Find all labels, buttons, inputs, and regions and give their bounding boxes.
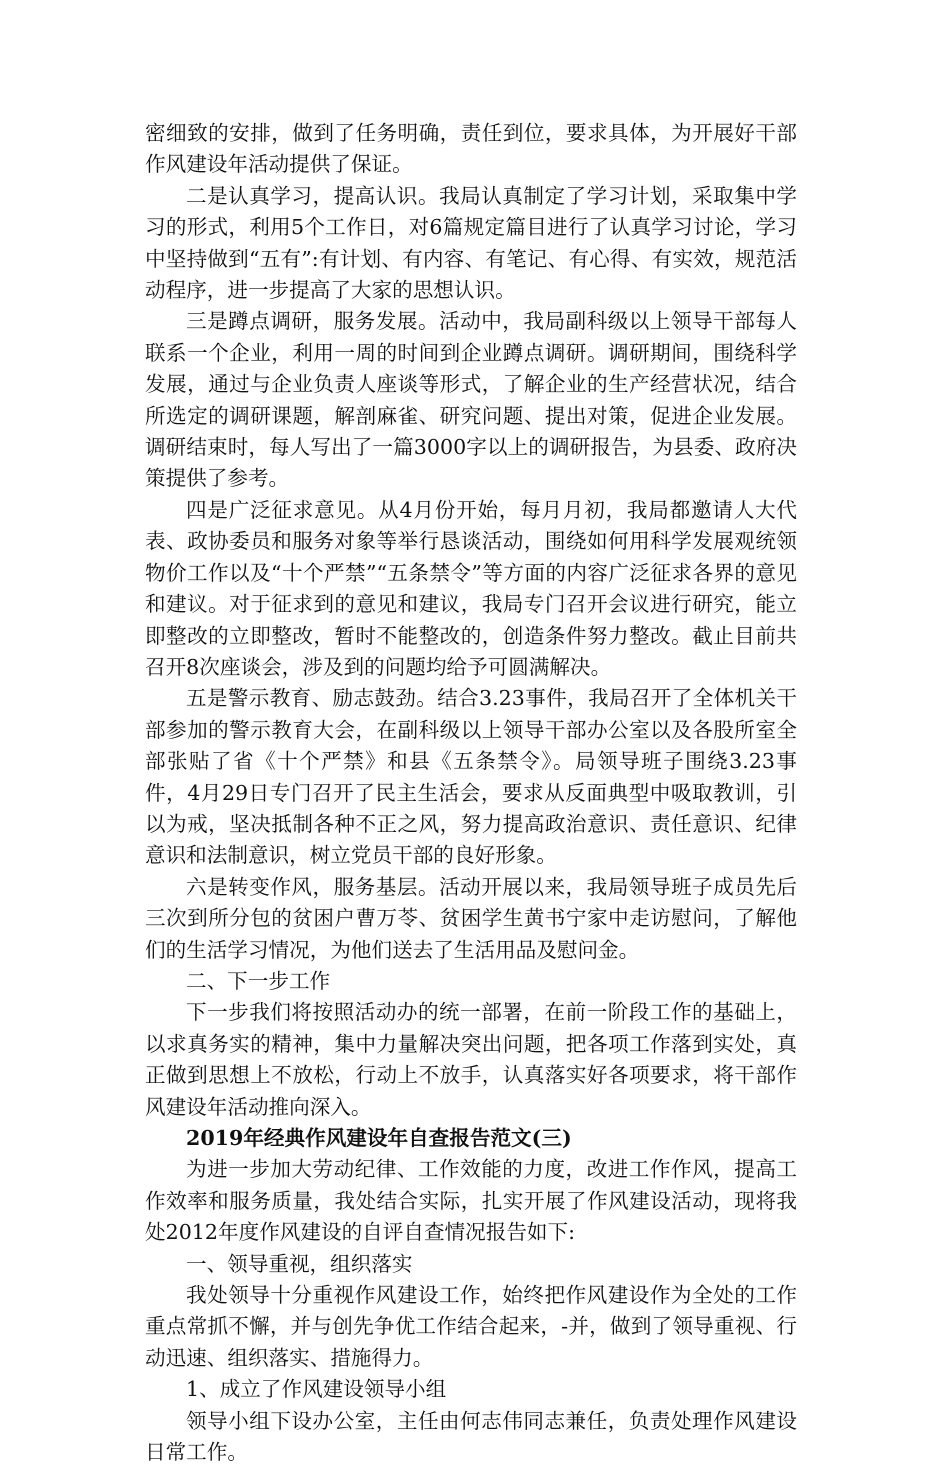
- paragraph-leading-group: 领导小组下设办公室，主任由何志伟同志兼任，负责处理作风建设日常工作。: [145, 1408, 797, 1465]
- subheading-leadership: 一、领导重视，组织落实: [186, 1251, 413, 1276]
- paragraph-serve-grassroots: 六是转变作风，服务基层。活动开展以来，我局领导班子成员先后三次到所分包的贫困户曹万苓、贫困学生黄书宁家中走访慰问，了解他们的生活学习情况，为他们送去了生活用品及慰问金。: [145, 874, 797, 962]
- paragraph-opinions: 四是广泛征求意见。从4月份开始，每月月初，我局都邀请人大代表、政协委员和服务对象等举行恳谈活动，围绕如何用科学发展观统领物价工作以及“十个严禁”“五条禁令”等方面的内容广泛征求各界的意见和建议。对于征求到的意见和建议，我局专门召开会议进行研究，能立即整改的立即整改，暂时不能整改的，创造条件努力整改。截止目前共召开8次座谈会，涉及到的问题均给予可圆满解决。: [145, 497, 797, 679]
- paragraph-research: 三是蹲点调研，服务发展。活动中，我局副科级以上领导干部每人联系一个企业，利用一周的时间到企业蹲点调研。调研期间，围绕科学发展，通过与企业负责人座谈等形式，了解企业的生产经营状况，结合所选定的调研课题，解剖麻雀、研究问题、提出对策，促进企业发展。调研结束时，每人写出了一篇3000字以上的调研报告，为县委、政府决策提供了参考。: [145, 309, 797, 491]
- paragraph-intro: 为进一步加大劳动纪律、工作效能的力度，改进工作作风，提高工作效率和服务质量，我处结合实际，扎实开展了作风建设活动，现将我处2012年度作风建设的自评自查情况报告如下:: [145, 1157, 797, 1245]
- subheading-next-steps: 二、下一步工作: [186, 968, 331, 993]
- paragraph-warning-education: 五是警示教育、励志鼓劲。结合3.23事件，我局召开了全体机关干部参加的警示教育大会，在副科级以上领导干部办公室以及各股所室全部张贴了省《十个严禁》和县《五条禁令》。局领导班子围绕3.23事件，4月29日专门召开了民主生活会，要求从反面典型中吸取教训，引以为戒，坚决抵制各种不正之风，努力提高政治意识、责任意识、纪律意识和法制意识，树立党员干部的良好形象。: [145, 686, 797, 868]
- paragraph-arrangement: 密细致的安排，做到了任务明确，责任到位，要求具体，为开展好干部作风建设年活动提供了保证。: [145, 121, 797, 177]
- paragraph-leadership: 我处领导十分重视作风建设工作，始终把作风建设作为全处的工作重点常抓不懈，并与创先争优工作结合起来，-并，做到了领导重视、行动迅速、组织落实、措施得力。: [145, 1283, 797, 1370]
- paragraph-next-steps: 下一步我们将按照活动办的统一部署，在前一阶段工作的基础上，以求真务实的精神，集中力量解决突出问题，把各项工作落到实处，真正做到思想上不放松，行动上不放手，认真落实好各项要求，将干部作风建设年活动推向深入。: [145, 1000, 797, 1119]
- section-title: 2019年经典作风建设年自查报告范文(三): [186, 1126, 572, 1150]
- paragraph-study: 二是认真学习，提高认识。我局认真制定了学习计划，采取集中学习的形式，利用5个工作日，对6篇规定篇目进行了认真学习讨论，学习中坚持做到“五有”:有计划、有内容、有笔记、有心得、有实效，规范活动程序，进一步提高了大家的思想认识。: [145, 183, 797, 303]
- subheading-leading-group: 1、成立了作风建设领导小组: [186, 1377, 447, 1402]
- document-page: [145, 118, 797, 1468]
